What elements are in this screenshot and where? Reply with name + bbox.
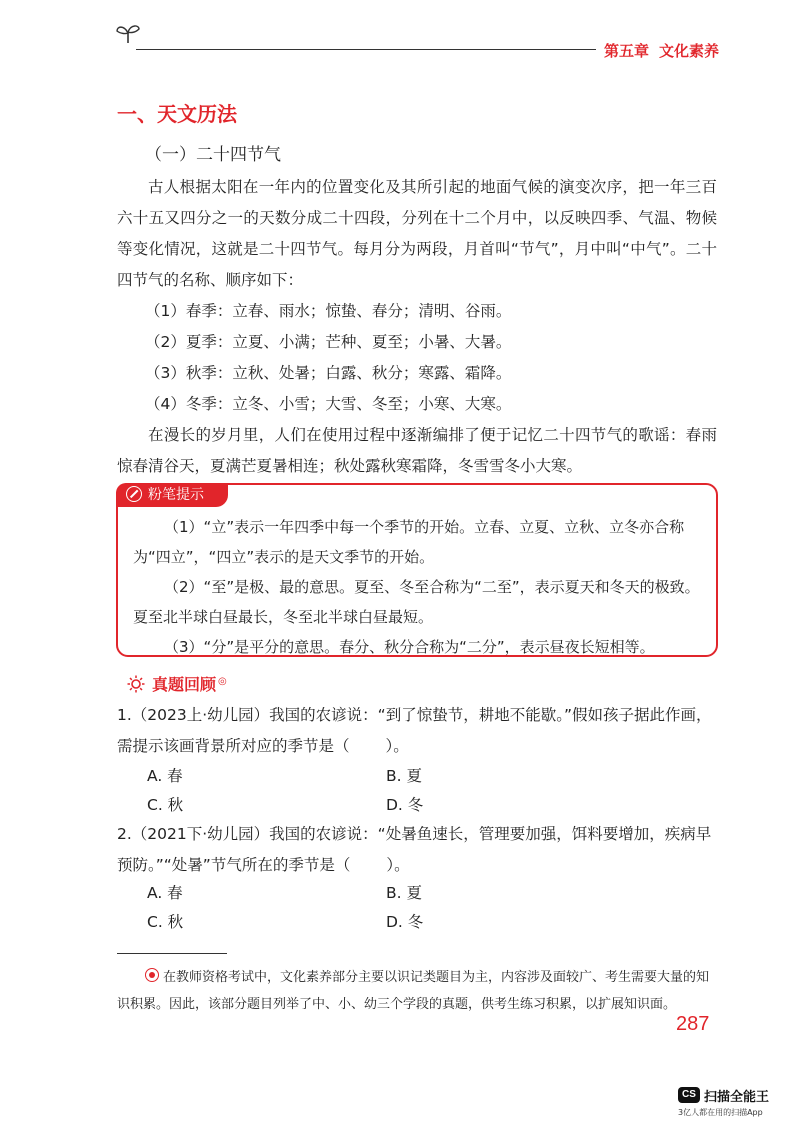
season-line-autumn: （3）秋季：立秋、处暑；白露、秋分；寒露、霜降。 (145, 364, 512, 382)
chapter-title (604, 40, 719, 61)
tip-item-2: （2）“至”是极、最的意思。夏至、冬至合称为“二至”，表示夏天和冬天的极致。夏至北半球白昼最长，冬至北半球白昼最短。 (133, 578, 700, 626)
watermark-app-name: 扫描全能王 (704, 1090, 770, 1105)
tip-item-1: （1）“立”表示一年四季中每一个季节的开始。立春、立夏、立秋、立冬亦合称为“四立”，“四立”表示的是天文季节的开始。 (133, 518, 685, 566)
question-2: 2.（2021下·幼儿园）我国的农谚说：“处暑鱼速长，管理要加强，饵料要增加，疾病早预防。”“处暑”节气所在的季节是（ ）。 (117, 825, 712, 874)
sun-icon (127, 675, 145, 693)
footnote-text: 在教师资格考试中，文化素养部分主要以识记类题目为主，内容涉及面较广、考生需要大量的知识积累。因此，该部分题目列举了中、小、幼三个学段的真题，供考生练习积累，以扩展知识面。 (117, 970, 710, 1012)
season-line-winter: （4）冬季：立冬、小雪；大雪、冬至；小寒、大寒。 (145, 395, 512, 413)
intro-paragraph: 古人根据太阳在一年内的位置变化及其所引起的地面气候的演变次序，把一年三百六十五又四分之一的天数分成二十四段，分列在十二个月中，以反映四季、气温、物候等变化情况，这就是二十四节气。每月分为两段，月首叫“节气”，月中叫“中气”。二十四节气的名称、顺序如下： (117, 178, 717, 289)
chapter-number: 第五章 (604, 42, 650, 60)
season-line-spring: （1）春季：立春、雨水；惊蛰、春分；清明、谷雨。 (145, 302, 512, 320)
review-title: 真题回顾 ◎ (152, 675, 227, 694)
question-1: 1.（2023上·幼儿园）我国的农谚说：“到了惊蛰节，耕地不能歇。”假如孩子据此作画，需提示该画背景所对应的季节是（ ）。 (117, 706, 712, 755)
section-title: 一、天文历法 (117, 102, 237, 126)
subsection-title: （一）二十四节气 (145, 145, 281, 165)
footnote (117, 964, 717, 1018)
footnote-marker-icon (145, 968, 159, 982)
song-paragraph: 在漫长的岁月里，人们在使用过程中逐渐编排了便于记忆二十四节气的歌谣：春雨惊春清谷天，夏满芒夏暑相连；秋处露秋寒霜降，冬雪雪冬小大寒。 (117, 426, 717, 475)
camscanner-logo-icon: CS (678, 1087, 700, 1103)
sprout-icon (115, 22, 141, 44)
q1-option-b: B. 夏 (386, 767, 422, 785)
tip-label-tab (116, 483, 228, 507)
watermark-slogan: 3亿人都在用的扫描App (678, 1108, 763, 1117)
question-2-stem: 2.（2021下·幼儿园）我国的农谚说：“处暑鱼速长，管理要加强，饵料要增加，疾病早预防。”“处暑”节气所在的季节是（ (117, 825, 712, 874)
header-rule (136, 49, 596, 50)
footnote-rule (117, 953, 227, 954)
q1-option-c: C. 秋 (147, 796, 184, 814)
chapter-name: 文化素养 (659, 42, 720, 60)
season-line-summer: （2）夏季：立夏、小满；芒种、夏至；小暑、大暑。 (145, 333, 512, 351)
q2-option-c: C. 秋 (147, 913, 184, 931)
tip-body (133, 512, 701, 662)
q2-option-d: D. 冬 (386, 913, 424, 931)
footnote-marker-icon: ◎ (218, 676, 227, 687)
question-1-stem: 1.（2023上·幼儿园）我国的农谚说：“到了惊蛰节，耕地不能歇。”假如孩子据此作画，需提示该画背景所对应的季节是（ (117, 706, 712, 755)
q2-option-a: A. 春 (147, 884, 183, 902)
chalk-icon (126, 486, 142, 502)
intro-block (117, 172, 717, 482)
q1-option-a: A. 春 (147, 767, 183, 785)
q1-option-d: D. 冬 (386, 796, 424, 814)
q2-option-b: B. 夏 (386, 884, 422, 902)
page-number: 287 (676, 1013, 710, 1035)
tip-item-3: （3）“分”是平分的意思。春分、秋分合称为“二分”，表示昼夜长短相等。 (164, 638, 655, 656)
tip-label: 粉笔提示 (148, 487, 204, 503)
